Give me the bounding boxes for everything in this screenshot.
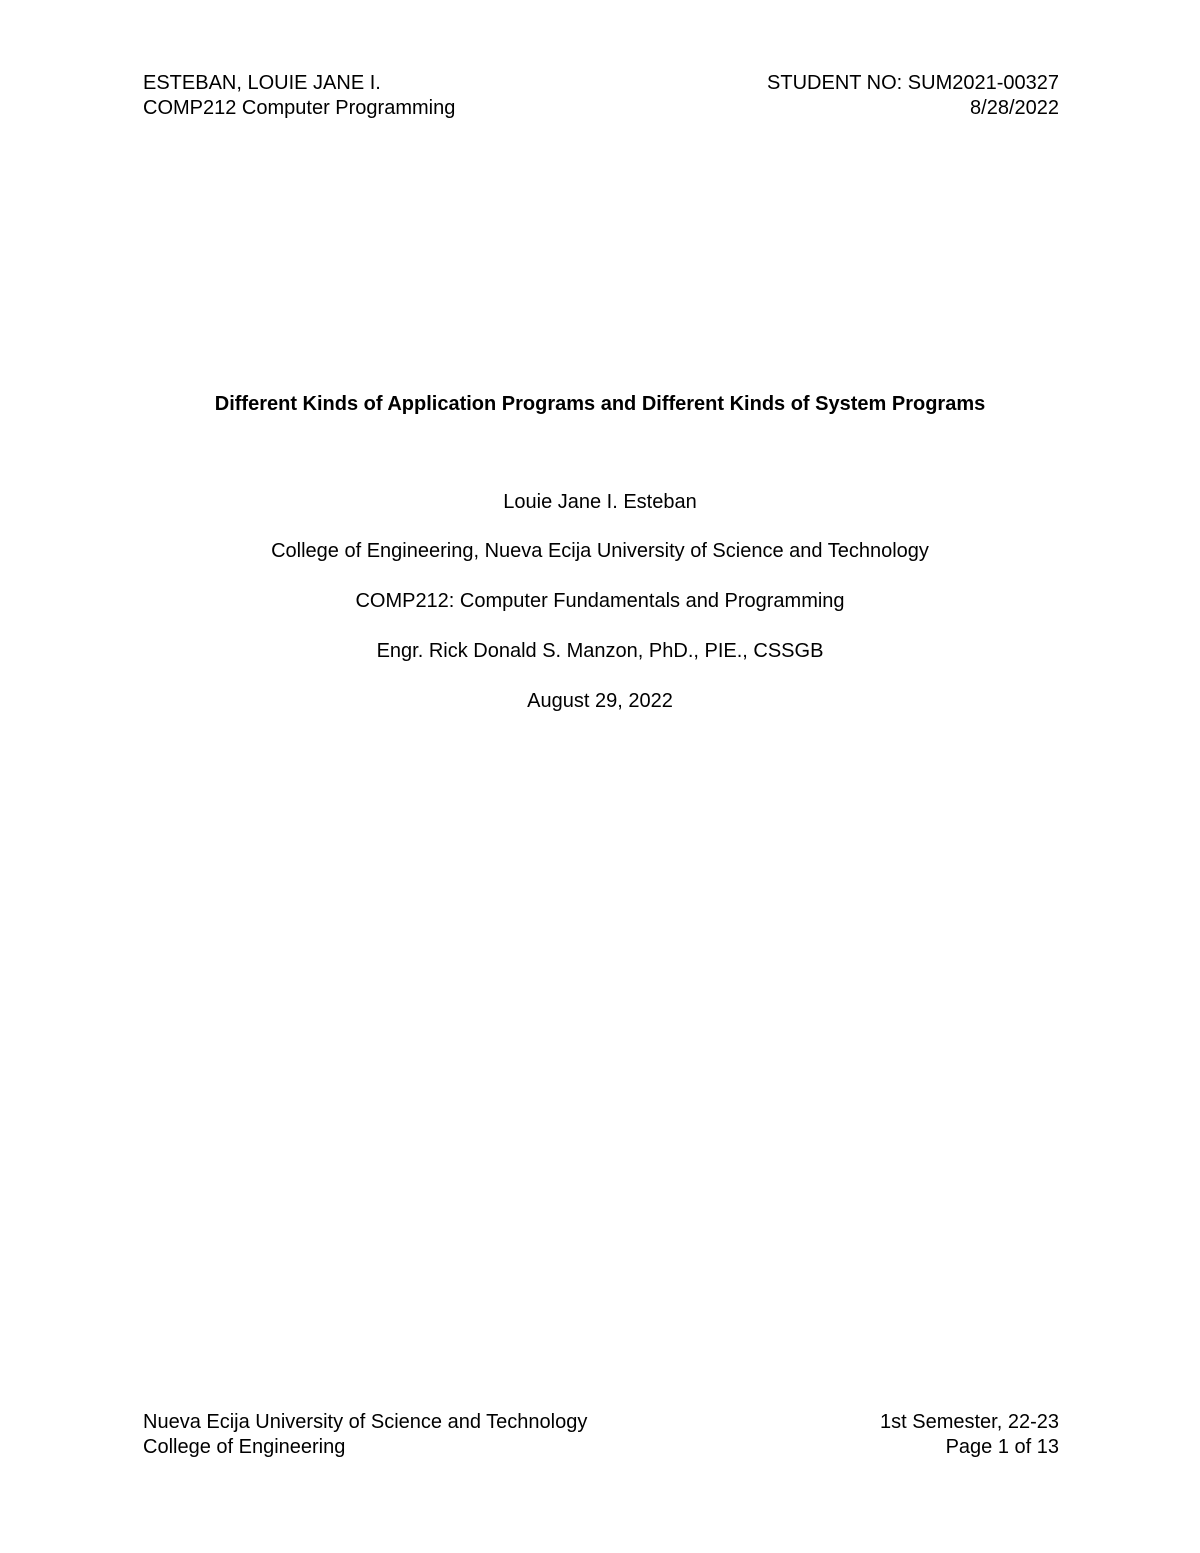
course-name: COMP212: Computer Fundamentals and Programming [355, 590, 845, 612]
header-student-number: STUDENT NO: SUM2021-00327 [767, 72, 1059, 94]
author-affiliation: College of Engineering, Nueva Ecija University of Science and Technology [271, 540, 929, 562]
instructor-name: Engr. Rick Donald S. Manzon, PhD., PIE., CSSGB [376, 640, 824, 662]
document-title: Different Kinds of Application Programs and Different Kinds of System Programs [214, 393, 986, 415]
header-date: 8/28/2022 [970, 97, 1059, 119]
submission-date: August 29, 2022 [527, 690, 673, 712]
header-author: ESTEBAN, LOUIE JANE I. [143, 72, 381, 94]
page-number: Page 1 of 13 [945, 1436, 1059, 1458]
header-course: COMP212 Computer Programming [143, 97, 456, 119]
author-name: Louie Jane I. Esteban [503, 491, 697, 513]
footer-semester: 1st Semester, 22-23 [880, 1411, 1059, 1433]
footer-university: Nueva Ecija University of Science and Technology [143, 1411, 588, 1433]
footer-college: College of Engineering [143, 1436, 346, 1458]
